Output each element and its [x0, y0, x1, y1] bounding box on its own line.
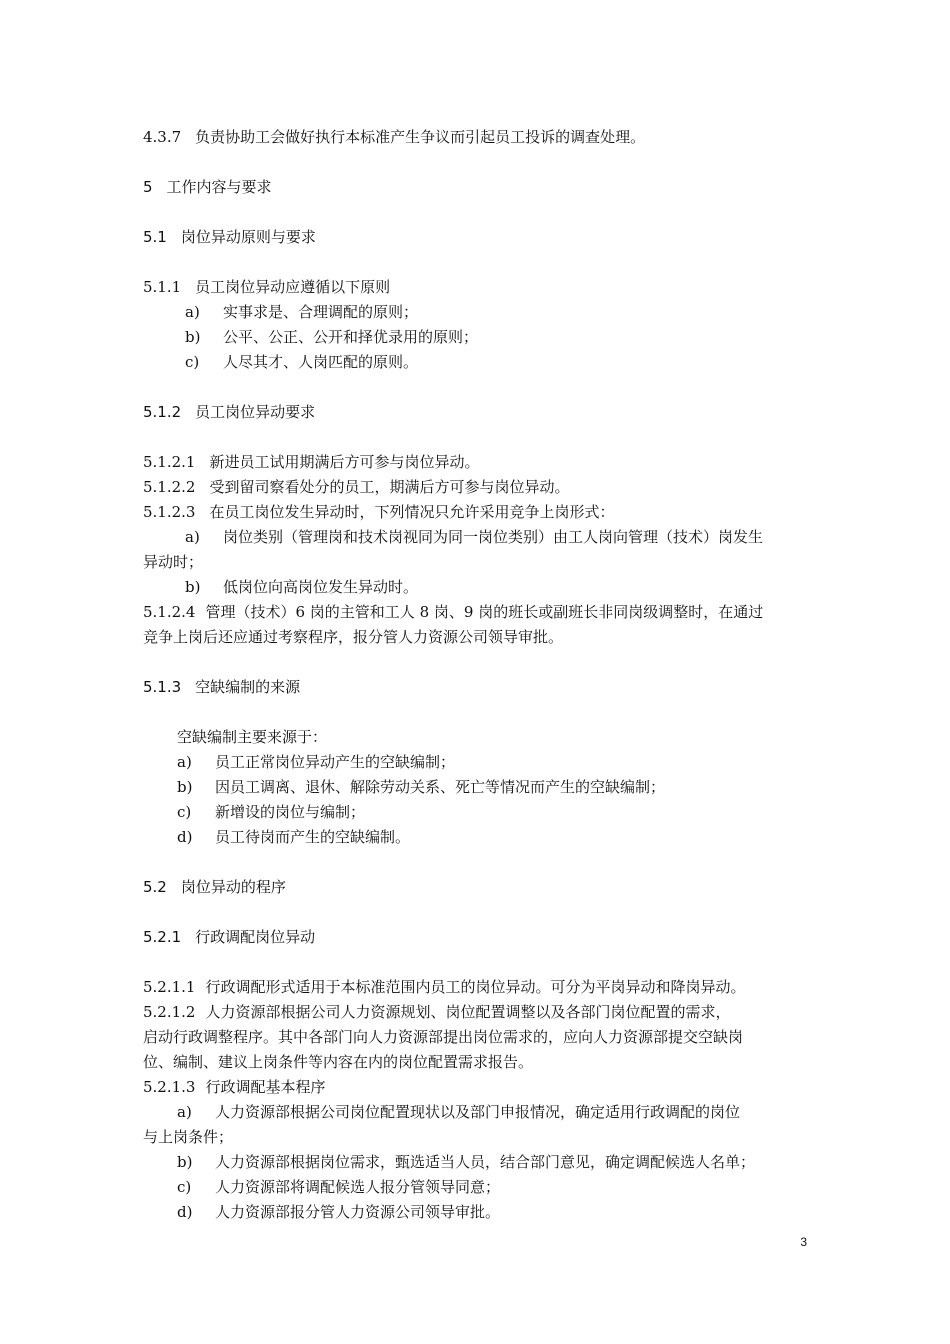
clause-text: 人力资源部根据公司人力资源规划、岗位配置调整以及各部门岗位配置的需求，: [205, 1003, 731, 1021]
heading-number: 5.1.3: [143, 678, 182, 696]
clause-4-3-7: [143, 127, 645, 147]
heading-text: 岗位异动的程序: [180, 878, 286, 896]
clause-5-2-1-2: [143, 1002, 731, 1022]
list-marker: c): [177, 803, 192, 821]
clause-text: 行政调配基本程序: [205, 1078, 326, 1096]
list-marker: b): [185, 328, 201, 346]
list-marker: c): [177, 1178, 192, 1196]
list-text: 员工正常岗位异动产生的空缺编制；: [215, 753, 456, 771]
list-marker: a): [177, 1103, 192, 1121]
list-item-continuation: [143, 1127, 233, 1147]
clause-text: 启动行政调整程序。其中各部门向人力资源部提出岗位需求的，应向人力资源部提交空缺岗: [143, 1028, 744, 1046]
heading-text: 岗位异动原则与要求: [180, 228, 316, 246]
list-item: [177, 777, 665, 797]
heading-text: 工作内容与要求: [166, 178, 272, 196]
clause-continuation: [143, 627, 563, 647]
list-text: 人力资源部报分管人力资源公司领导审批。: [215, 1203, 501, 1221]
heading-5-2: [143, 877, 286, 897]
heading-5-2-1: [143, 927, 315, 947]
list-text: 因员工调离、退休、解除劳动关系、死亡等情况而产生的空缺编制；: [215, 778, 666, 796]
list-text: 人尽其才、人岗匹配的原则。: [223, 353, 419, 371]
list-item: [177, 1177, 500, 1197]
list-marker: b): [177, 778, 193, 796]
clause-number: 5.2.1.2: [143, 1003, 196, 1021]
list-text: 新增设的岗位与编制；: [215, 803, 366, 821]
list-item: [185, 577, 418, 597]
clause-number: 5.1.2.2: [143, 478, 196, 496]
heading-text: 空缺编制的来源: [195, 678, 301, 696]
list-marker: c): [185, 353, 200, 371]
clause-5-1-2-1: [143, 452, 480, 472]
list-item: [177, 1152, 755, 1172]
clause-text: 管理（技术）6 岗的主管和工人 8 岗、9 岗的班长或副班长非同岗级调整时，在通过: [205, 603, 764, 621]
clause-number: 5.1.2.4: [143, 603, 196, 621]
list-text: 与上岗条件；: [143, 1128, 234, 1146]
heading-5-1: [143, 227, 316, 247]
heading-text: 员工岗位异动要求: [195, 403, 316, 421]
list-text: 异动时；: [143, 553, 204, 571]
heading-number: 5.1.2: [143, 403, 182, 421]
heading-text: 员工岗位异动应遵循以下原则: [195, 278, 391, 296]
clause-continuation: [143, 1052, 533, 1072]
clause-5-2-1-1: [143, 977, 746, 997]
list-item: [177, 752, 455, 772]
clause-text: 竞争上岗后还应通过考察程序，报分管人力资源公司领导审批。: [143, 628, 564, 646]
clause-text: 受到留司察看处分的员工，期满后方可参与岗位异动。: [209, 478, 570, 496]
list-text: 人力资源部根据公司岗位配置现状以及部门申报情况，确定适用行政调配的岗位: [215, 1103, 741, 1121]
clause-continuation: [143, 1027, 743, 1047]
heading-number: 5.1.1: [143, 278, 182, 296]
list-marker: b): [177, 1153, 193, 1171]
clause-number: 5.1.2.3: [143, 503, 196, 521]
heading-5-1-1: [143, 277, 390, 297]
list-text: 人力资源部根据岗位需求，甄选适当人员，结合部门意见，确定调配候选人名单；: [215, 1153, 756, 1171]
list-text: 实事求是、合理调配的原则；: [223, 303, 419, 321]
list-item: [177, 1202, 500, 1222]
list-marker: a): [177, 753, 192, 771]
clause-number: 5.2.1.1: [143, 978, 196, 996]
heading-number: 5.2.1: [143, 928, 182, 946]
page-number: 3: [800, 1235, 807, 1249]
list-marker: b): [185, 578, 201, 596]
heading-text: 行政调配岗位异动: [195, 928, 316, 946]
list-marker: a): [185, 528, 200, 546]
heading-5-1-2: [143, 402, 315, 422]
list-item: [185, 527, 763, 547]
list-item: [177, 827, 410, 847]
heading-number: 5: [143, 178, 153, 196]
clause-text: 行政调配形式适用于本标准范围内员工的岗位异动。可分为平岗异动和降岗异动。: [205, 978, 746, 996]
list-text: 岗位类别（管理岗和技术岗视同为同一岗位类别）由工人岗向管理（技术）岗发生: [223, 528, 764, 546]
heading-number: 5.1: [143, 228, 167, 246]
list-item: [185, 327, 478, 347]
clause-text: 位、编制、建议上岗条件等内容在内的岗位配置需求报告。: [143, 1053, 534, 1071]
clause-number: 5.1.2.1: [143, 453, 196, 471]
paragraph-intro: [177, 727, 327, 747]
clause-text: 新进员工试用期满后方可参与岗位异动。: [209, 453, 480, 471]
list-text: 员工待岗而产生的空缺编制。: [215, 828, 411, 846]
clause-5-1-2-4: [143, 602, 763, 622]
list-marker: d): [177, 828, 193, 846]
list-marker: d): [177, 1203, 193, 1221]
heading-5-1-3: [143, 677, 300, 697]
clause-5-1-2-3: [143, 502, 615, 522]
list-item: [185, 302, 418, 322]
clause-5-2-1-3: [143, 1077, 326, 1097]
clause-number: 5.2.1.3: [143, 1078, 196, 1096]
clause-5-1-2-2: [143, 477, 570, 497]
list-item: [185, 352, 418, 372]
list-item: [177, 1102, 740, 1122]
list-item-continuation: [143, 552, 203, 572]
list-text: 人力资源部将调配候选人报分管领导同意；: [215, 1178, 501, 1196]
list-text: 低岗位向高岗位发生异动时。: [223, 578, 419, 596]
list-marker: a): [185, 303, 200, 321]
list-text: 公平、公正、公开和择优录用的原则；: [223, 328, 479, 346]
heading-5: [143, 177, 272, 197]
paragraph-text: 空缺编制主要来源于：: [177, 728, 328, 746]
clause-text: 负责协助工会做好执行本标准产生争议而引起员工投诉的调查处理。: [195, 128, 646, 146]
clause-number: 4.3.7: [143, 128, 182, 146]
clause-text: 在员工岗位发生异动时，下列情况只允许采用竞争上岗形式：: [209, 503, 615, 521]
heading-number: 5.2: [143, 878, 167, 896]
list-item: [177, 802, 365, 822]
